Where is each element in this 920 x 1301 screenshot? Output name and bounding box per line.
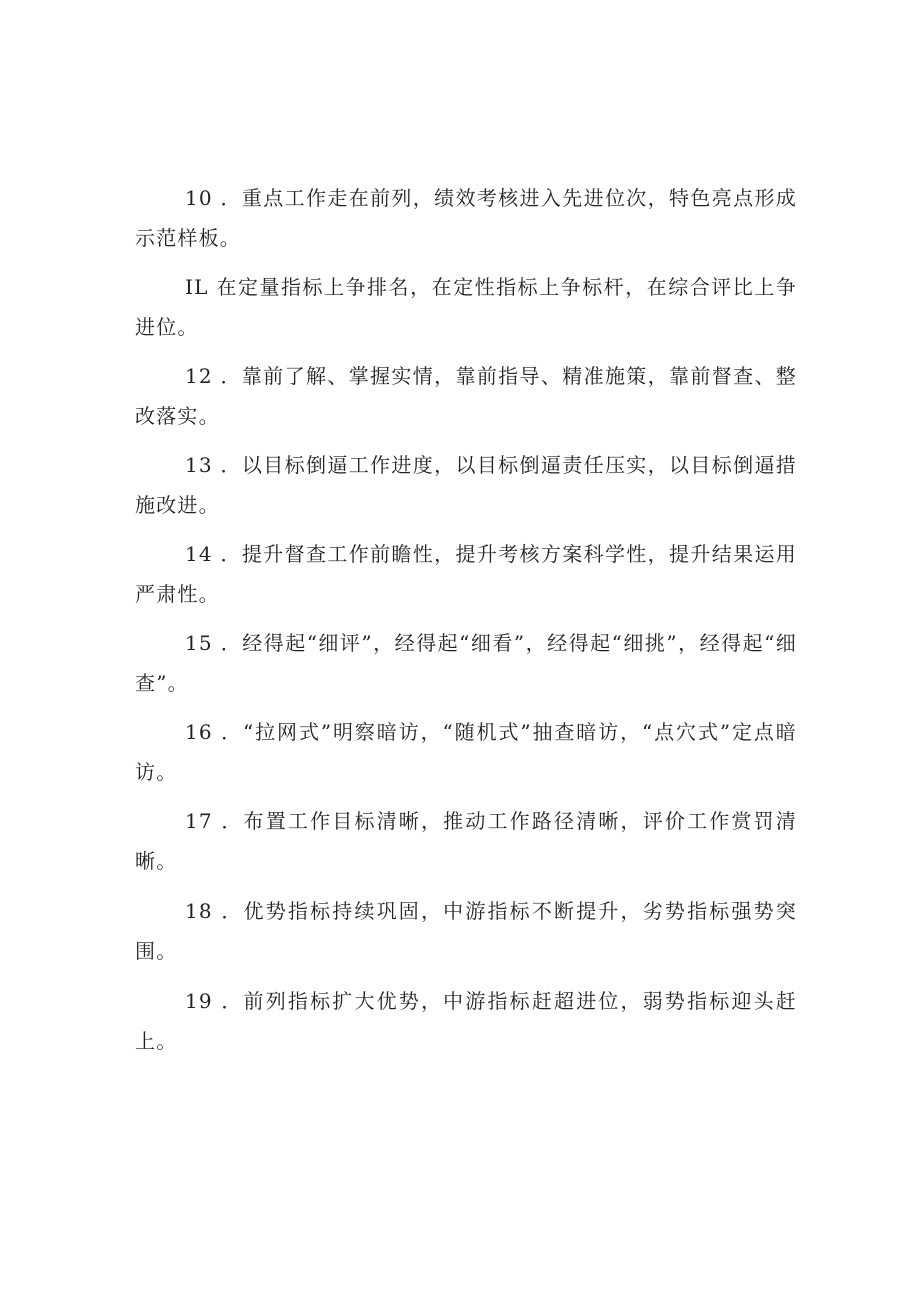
paragraph-item-19: 19 ．前列指标扩大优势，中游指标赶超进位，弱势指标迎头赶上。	[135, 989, 797, 1053]
document-body	[135, 178, 797, 1071]
paragraph-item-17: 17 ．布置工作目标清晰，推动工作路径清晰，评价工作赏罚清晰。	[135, 809, 797, 873]
paragraph-item-11: IL 在定量指标上争排名，在定性指标上争标杆，在综合评比上争进位。	[135, 275, 797, 339]
paragraph-item-16: 16 ．“拉网式”明察暗访，“随机式”抽查暗访，“点穴式”定点暗访。	[135, 720, 797, 784]
paragraph-item-13: 13 ．以目标倒逼工作进度，以目标倒逼责任压实，以目标倒逼措施改进。	[135, 453, 797, 517]
paragraph-item-14: 14 ．提升督查工作前瞻性，提升考核方案科学性，提升结果运用严肃性。	[135, 542, 797, 606]
paragraph-item-10: 10 ．重点工作走在前列，绩效考核进入先进位次，特色亮点形成示范样板。	[135, 186, 797, 250]
paragraph-item-15: 15 ．经得起“细评”，经得起“细看”，经得起“细挑”，经得起“细查”。	[135, 631, 797, 695]
paragraph-item-12: 12 ．靠前了解、掌握实情，靠前指导、精准施策，靠前督查、整改落实。	[135, 364, 797, 428]
paragraph-item-18: 18 ．优势指标持续巩固，中游指标不断提升，劣势指标强势突围。	[135, 899, 797, 963]
